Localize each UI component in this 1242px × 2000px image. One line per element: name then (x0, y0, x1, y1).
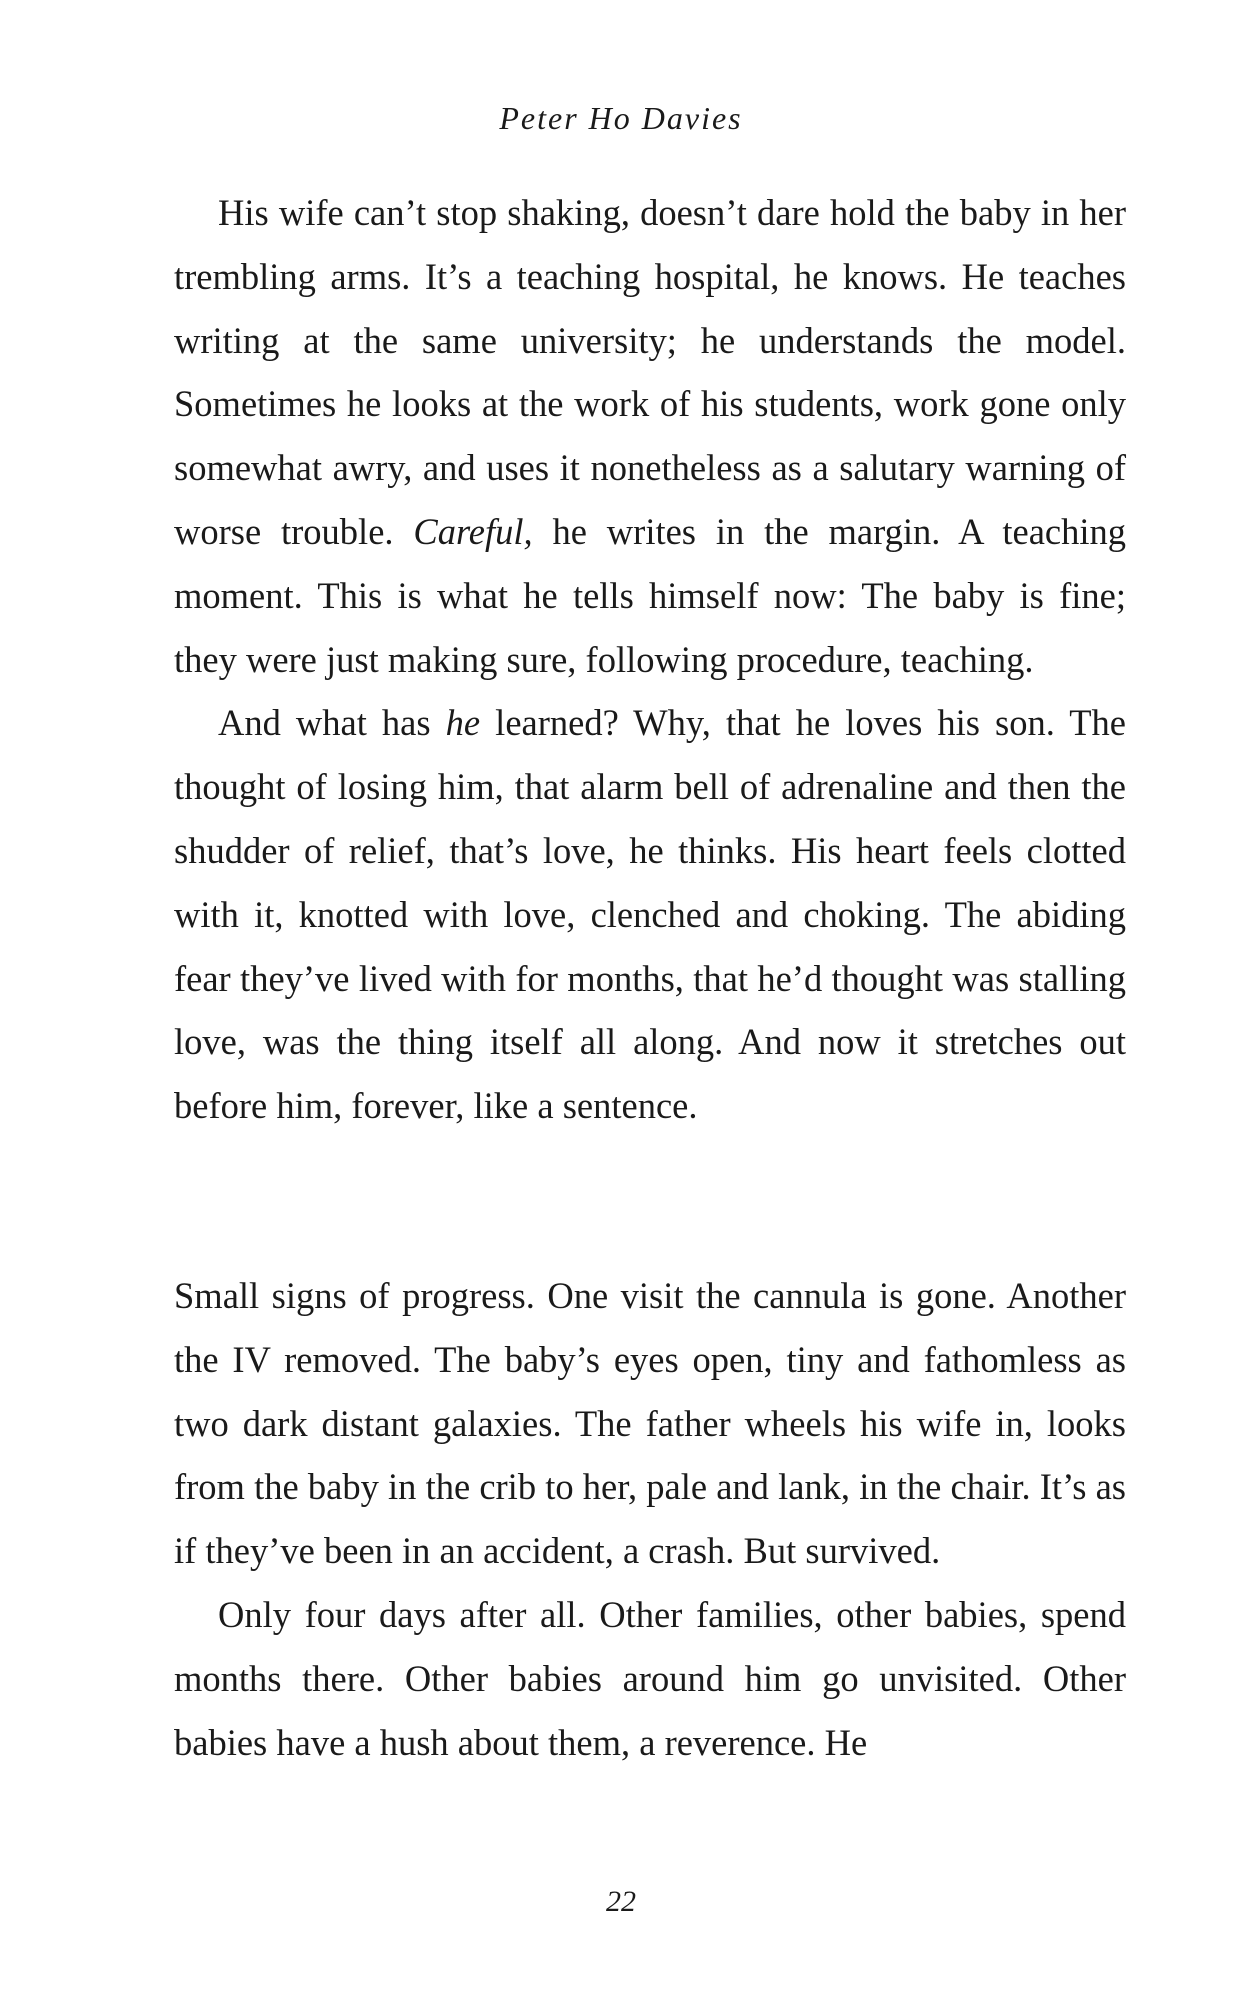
paragraph-3: Small signs of progress. One visit the cannula is gone. Another the IV removed. The baby’s eyes open, tiny and fathomless as two dark distant galaxies. The father wheels his wife in, looks from the baby in the crib to her, pale and lank, in the chair. It’s as if they’ve been in an accident, a crash. But survived. (174, 1275, 1126, 1572)
paragraph-1-italic: Careful, (413, 510, 533, 552)
paragraph-2-italic: he (445, 702, 481, 744)
page-number: 22 (606, 1885, 636, 1918)
text-section-1 (174, 181, 1126, 1138)
running-head-author: Peter Ho Davies (499, 100, 743, 136)
paragraph-1-text-b: he writes in the margin. A teaching moment. This is what he tells himself now: The baby is fine; they were just making sure, following procedure, teaching. (174, 510, 1126, 680)
text-section-2 (174, 1264, 1126, 1774)
paragraph-1 (174, 181, 1126, 691)
paragraph-2-text-a: And what has (218, 702, 446, 744)
paragraph-1-text-a: His wife can’t stop shaking, doesn’t dare hold the baby in her trembling arms. It’s a teaching hospital, he knows. He teaches writing at the same university; he understands the model. Sometimes he looks at the work of his students, work gone only somewhat awry, and uses it nonetheless as a salutary warning of worse trouble. (174, 192, 1126, 552)
paragraph-4: Only four days after all. Other families, other babies, spend months there. Other babies around him go unvisited. Other babies have a hush about them, a reverence. He (174, 1593, 1126, 1763)
paragraph-2 (174, 691, 1126, 1138)
paragraph-2-text-b: learned? Why, that he loves his son. The thought of losing him, that alarm bell of adrenaline and then the shudder of relief, that’s love, he thinks. His heart feels clotted with it, knotted with love, clenched and choking. The abiding fear they’ve lived with for months, that he’d thought was stalling love, was the thing itself all along. And now it stretches out before him, forever, like a sentence. (174, 702, 1126, 1127)
